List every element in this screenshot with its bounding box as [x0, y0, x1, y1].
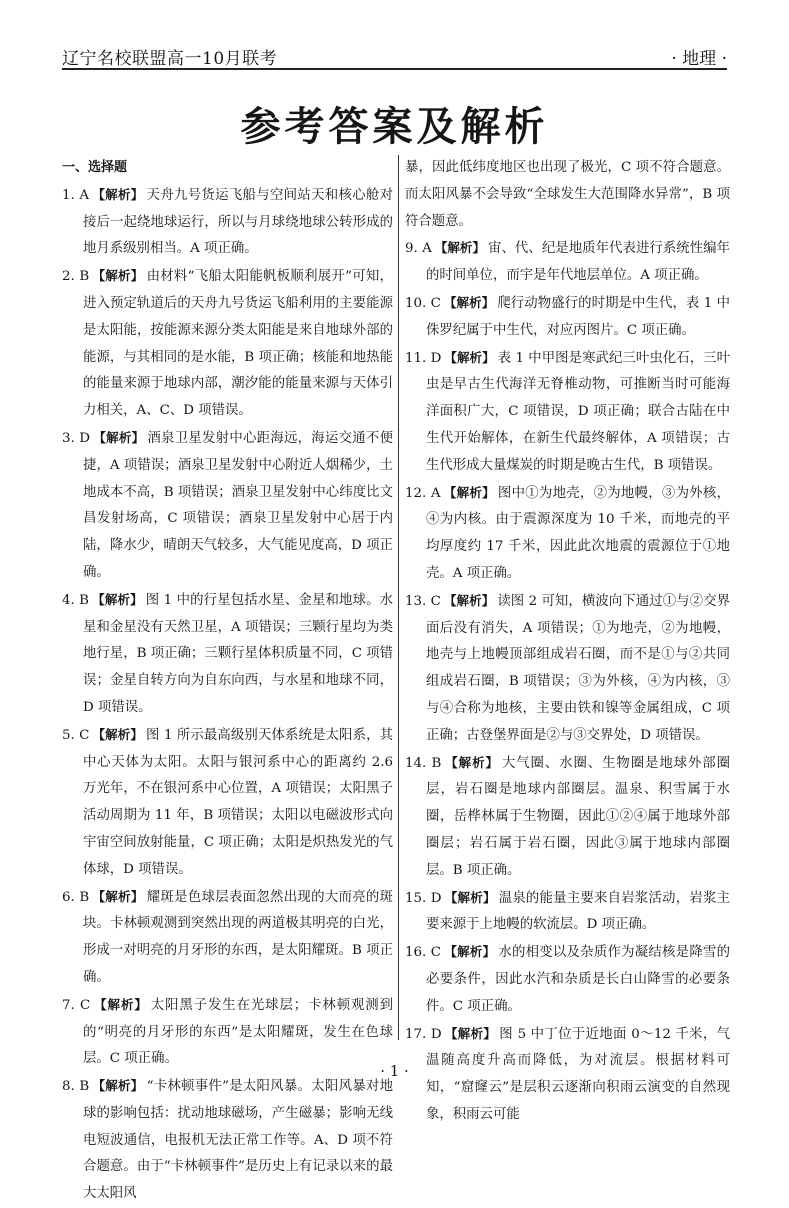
analysis-tag: 【解析】: [443, 294, 495, 310]
answer-label: 13. C: [405, 593, 441, 609]
analysis-tag: 【解析】: [443, 592, 495, 608]
answer-text: 由材料“飞船太阳能帆板顺利展开”可知，进入预定轨道后的天舟九号货运飞船利用的主要能源是太阳能，按能源来源分类太阳能是来自地球外部的能源，与其相同的是水能，B 项正确；核能和地热能的能量来源于地球内部，潮汐能的能量来源与天体引力相关，A、C、D 项错误。: [83, 269, 393, 419]
answer-label: 5. C: [62, 727, 90, 743]
answer-item-9: [405, 235, 730, 290]
analysis-tag: 【解析】: [93, 429, 145, 445]
answer-label: 9. A: [405, 241, 432, 257]
answer-item-1: [62, 182, 393, 263]
answer-label: 1. A: [62, 187, 90, 203]
answer-text: 图 1 所示最高级别天体系统是太阳系，其中心天体为太阳。太阳与银河系中心的距离约 2.6 万光年，不在银河系中心位置，A 项错误；太阳黑子活动周期为 11 年，B 项错误；太阳以电磁波形式向宇宙空间放射能量，C 项正确；太阳是炽热发光的气体球，D 项错误。: [83, 727, 393, 877]
answer-label: 11. D: [405, 350, 442, 366]
answer-item-12: [405, 480, 730, 588]
answer-text: 表 1 中甲图是寒武纪三叶虫化石，三叶虫是早古生代海洋无脊椎动物，可推断当时可能海洋面积广大，C 项错误，D 项正确；联合古陆在中生代开始解体，在新生代最终解体，A 项错误；古生代形成大量煤炭的时期是晚古生代，B 项错误。: [426, 350, 730, 473]
analysis-tag: 【解析】: [444, 889, 496, 905]
answer-text: “卡林顿事件”是太阳风暴。太阳风暴对地球的影响包括：扰动地球磁场，产生磁暴；影响无线电短波通信，电报机无法正常工作等。A、D 项不符合题意。由于“卡林顿事件”是历史上有记录以来的最大太阳风: [83, 1079, 393, 1202]
section-title: 一、选择题: [62, 160, 128, 175]
answer-text: 酒泉卫星发射中心距海远，海运交通不便捷，A 项错误；酒泉卫星发射中心附近人烟稀少，土地成本不高，B 项错误；酒泉卫星发射中心纬度比文昌发射场高，C 项错误；酒泉卫星发射中心居于内陆，降水少，晴朗天气较多，大气能见度高，D 项正确。: [83, 430, 393, 580]
analysis-tag: 【解析】: [92, 888, 144, 904]
answer-label: 8. B: [62, 1079, 90, 1095]
answer-text: 宙、代、纪是地质年代表进行系统性编年的时间单位，而宇是年代地层单位。A 项正确。: [426, 241, 731, 284]
analysis-tag: 【解析】: [92, 591, 143, 607]
analysis-tag: 【解析】: [92, 726, 144, 742]
answer-label: 15. D: [405, 890, 442, 906]
answer-label: 4. B: [62, 592, 90, 608]
answer-text: 图中①为地壳，②为地幔，③为外核，④为内核。由于震源深度为 10 千米，而地壳的平均厚度约 17 千米，因此此次地震的震源位于①地壳。A 项正确。: [426, 485, 730, 581]
page-title: 参考答案及解析: [240, 104, 549, 150]
answer-item-2: [62, 263, 393, 425]
answer-item-8: [62, 1073, 393, 1208]
continued-text: 暴，因此低纬度地区也出现了极光，C 项不符合题意。而太阳风暴不会导致“全球发生大范围降水异常”，B 项符合题意。: [405, 160, 730, 229]
analysis-tag: 【解析】: [92, 186, 144, 202]
analysis-tag: 【解析】: [444, 754, 499, 770]
answer-label: 3. D: [62, 430, 91, 446]
answer-item-5: [62, 722, 393, 884]
answer-text: 水的相变以及杂质作为凝结核是降雪的必要条件，因此水汽和杂质是长白山降雪的必要条件。C 项正确。: [426, 945, 730, 1014]
analysis-tag: 【解析】: [443, 484, 495, 500]
exam-name: 辽宁名校联盟高一10月联考: [62, 49, 278, 69]
answer-item-7: [62, 992, 393, 1073]
answer-item-4: [62, 587, 393, 722]
analysis-tag: 【解析】: [93, 996, 148, 1012]
left-column: [62, 155, 394, 1202]
answer-text: 天舟九号货运飞船与空间站天和核心舱对接后一起绕地球运行，所以与月球绕地球公转形成的地月系级别相当。A 项正确。: [83, 187, 393, 257]
answer-item-10: [405, 290, 730, 345]
answer-text: 大气圈、水圈、生物圈是地球外部圈层，岩石圈是地球内部圈层。温泉、积雪属于水圈，岳桦林属于生物圈，因此①②④属于地球外部圈层；岩石属于岩石圈，因此③属于地球内部圈层。B 项正确。: [426, 755, 730, 878]
answer-label: 16. C: [405, 945, 442, 961]
analysis-tag: 【解析】: [444, 1025, 497, 1041]
analysis-tag: 【解析】: [434, 240, 486, 256]
subject-label: · 地理 ·: [671, 49, 727, 69]
answer-item-6: [62, 884, 393, 992]
answer-item-14: [405, 750, 730, 885]
answer-text: 读图 2 可知，横波向下通过①与②交界面后没有消失，A 项错误；①为地壳，②为地幔，地壳与上地幔顶部组成岩石圈，而不是①与②共同组成岩石圈，B 项错误；③为外核，④为内核，③与④合称为地核，主要由铁和镍等金属组成，C 项正确；古登堡界面是②与③交界处，D 项错误。: [426, 593, 730, 743]
analysis-tag: 【解析】: [444, 944, 496, 960]
answer-item-15: [405, 885, 730, 940]
answer-label: 7. C: [62, 997, 91, 1013]
answer-item-11: [405, 345, 730, 480]
answer-text: 耀斑是色球层表面忽然出现的大而亮的斑块。卡林顿观测到突然出现的两道极其明亮的白光，形成一对明亮的月牙形的东西，是太阳耀斑。B 项正确。: [83, 889, 393, 985]
answer-label: 6. B: [62, 889, 90, 905]
answer-text: 图 5 中丁位于近地面 0～12 千米，气温随高度升高而降低，为对流层。根据材料可知，“窟窿云”是层积云逐渐向积雨云演变的自然现象，积雨云可能: [426, 1026, 730, 1122]
answer-item-3: [62, 425, 393, 587]
answer-label: 14. B: [405, 755, 442, 771]
answer-label: 2. B: [62, 269, 90, 285]
answer-text: 图 1 中的行星包括水星、金星和地球。水星和金星没有天然卫星，A 项错误；三颗行星均为类地行星，B 项正确；三颗行星体积质量不同，C 项错误；金星自转方向为自东向西，与水星和地球不同，D 项错误。: [83, 592, 394, 715]
page-number: · 1 ·: [380, 1062, 409, 1080]
answer-item-13: [405, 588, 730, 750]
answer-item-16: [405, 939, 730, 1020]
right-column: [398, 155, 731, 1122]
page-header: [62, 42, 727, 70]
analysis-tag: 【解析】: [92, 1078, 144, 1094]
answer-text: 爬行动物盛行的时期是中生代，表 1 中侏罗纪属于中生代，对应丙图片。C 项正确。: [426, 295, 730, 338]
answer-label: 17. D: [405, 1026, 442, 1042]
analysis-tag: 【解析】: [92, 268, 144, 284]
answer-label: 10. C: [405, 295, 441, 311]
analysis-tag: 【解析】: [444, 349, 495, 365]
answer-text: 温泉的能量主要来自岩浆活动，岩浆主要来源于上地幔的软流层。D 项正确。: [426, 890, 730, 933]
answer-text: 太阳黑子发生在光球层；卡林顿观测到的“明亮的月牙形的东西”是太阳耀斑，发生在色球层。C 项正确。: [83, 997, 393, 1067]
answer-label: 12. A: [405, 485, 441, 501]
